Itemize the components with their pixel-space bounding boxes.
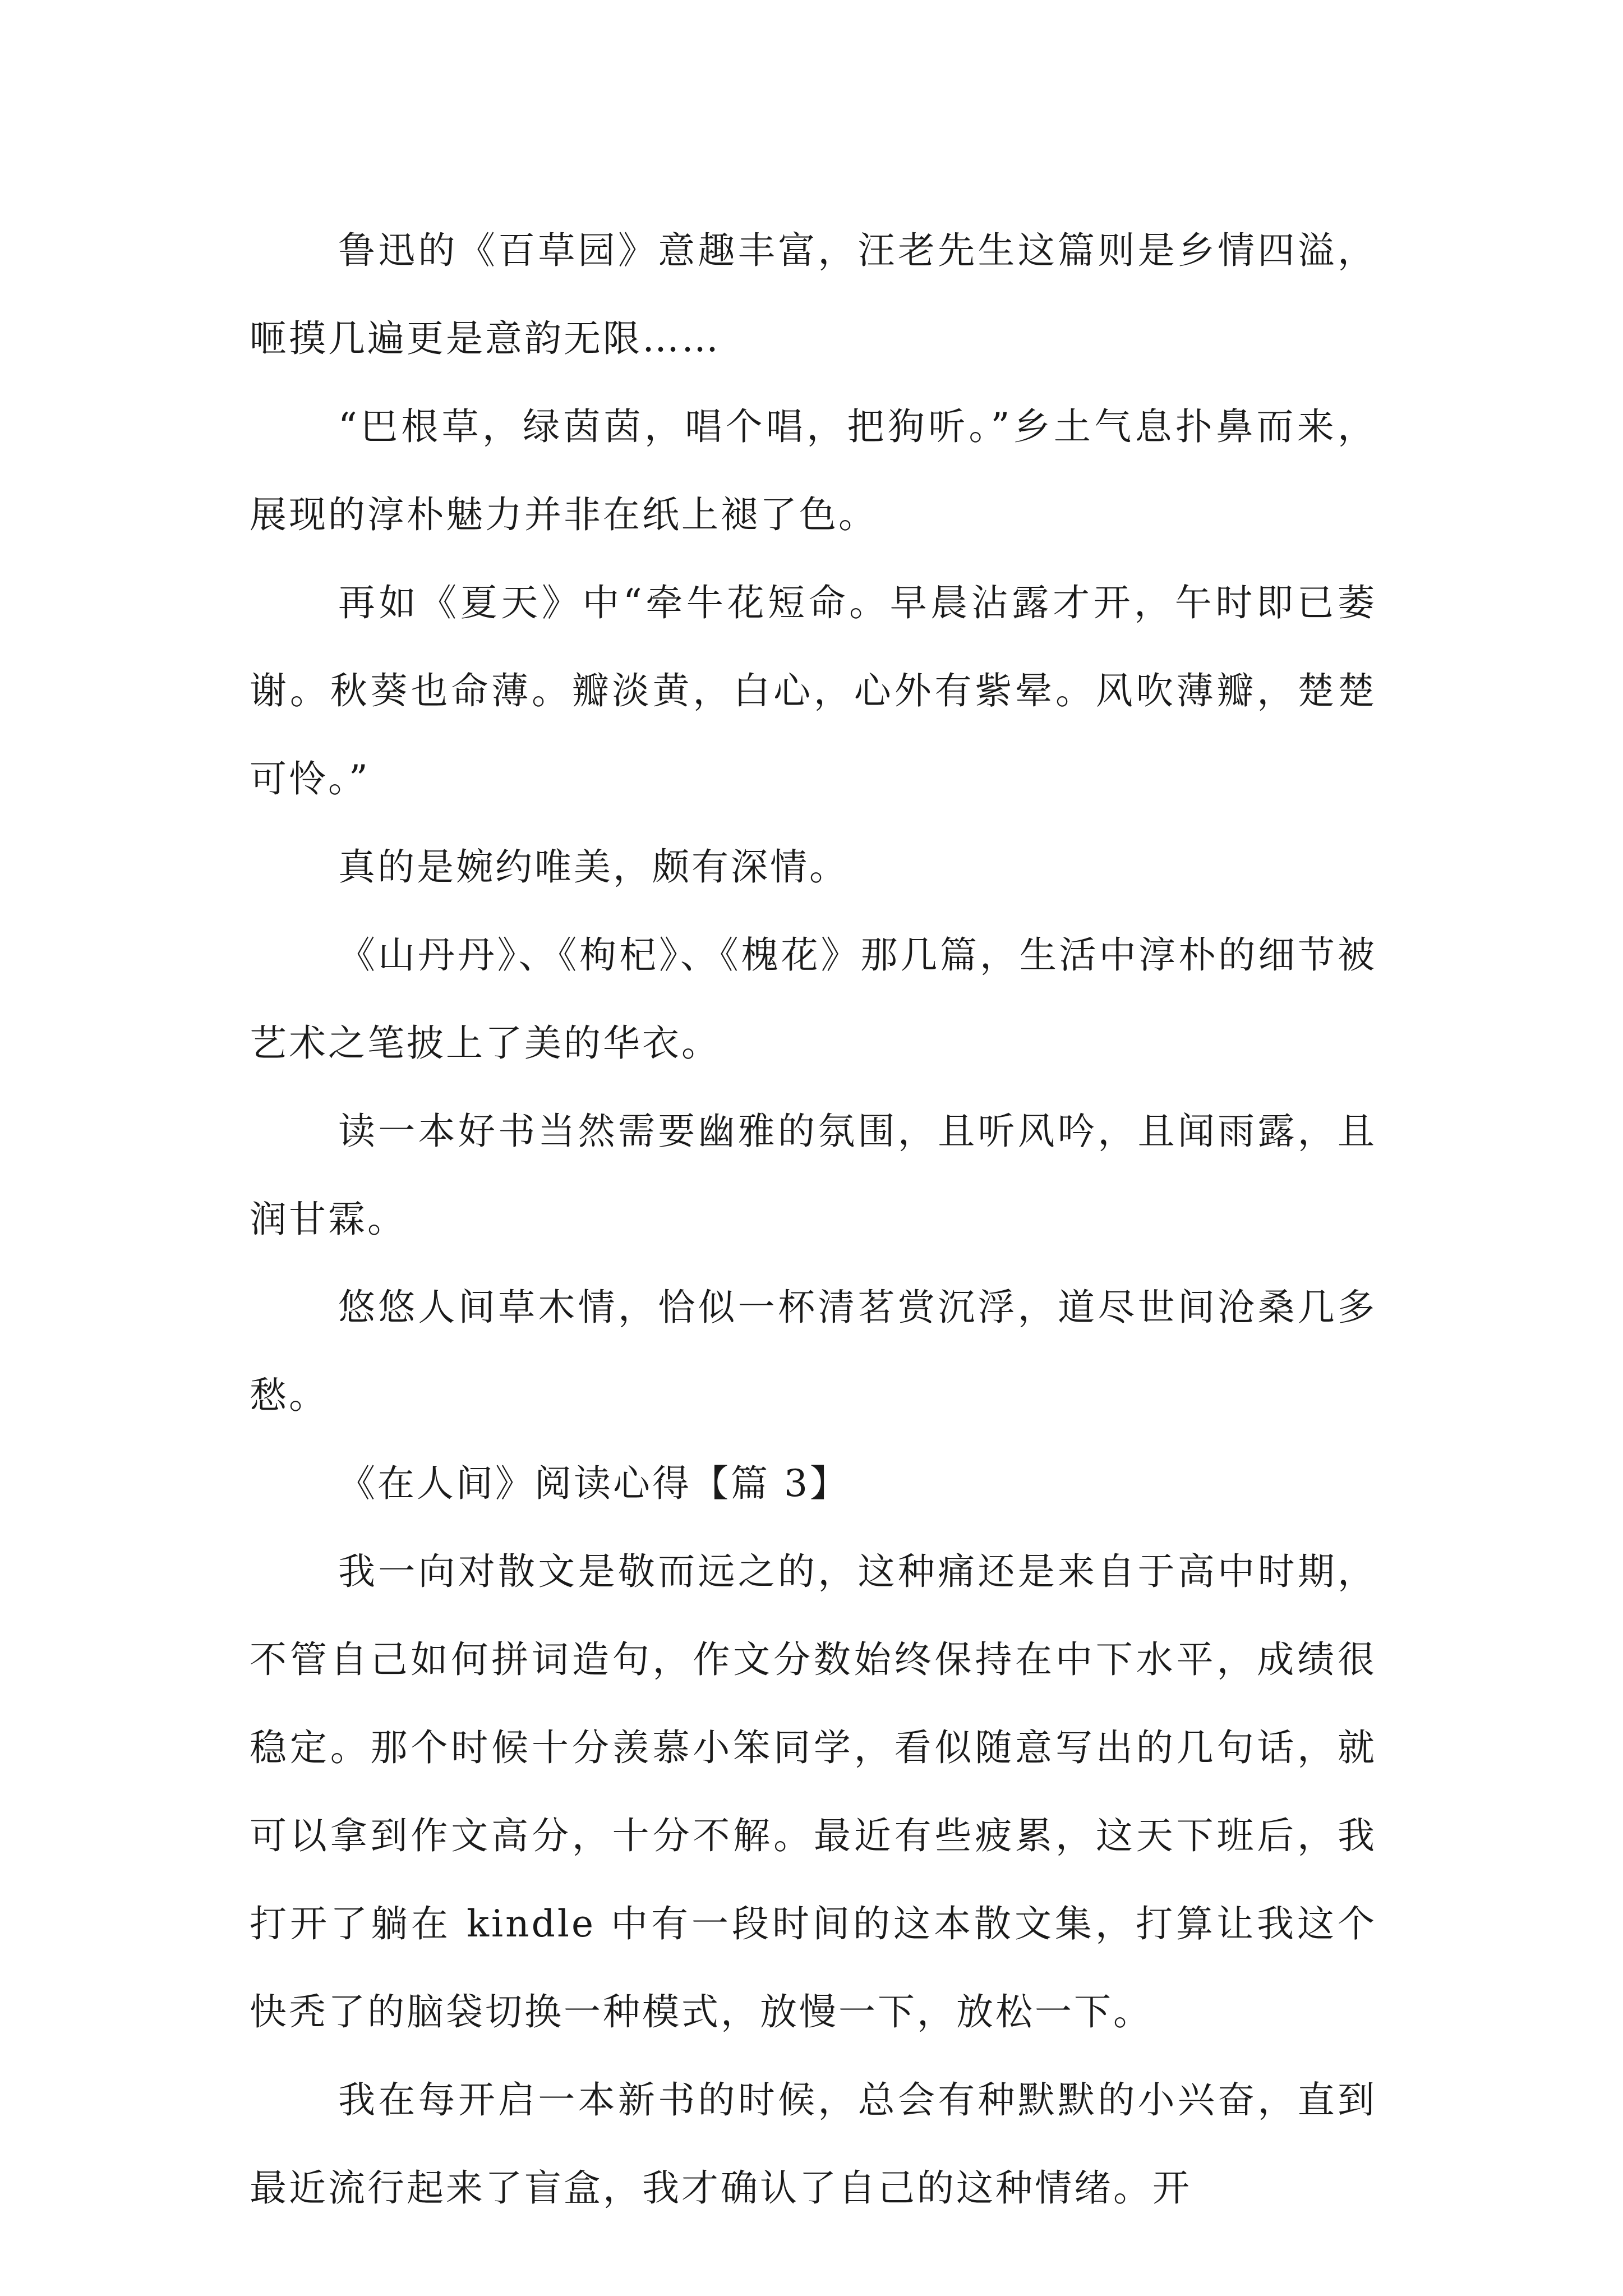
paragraph-8: 我一向对散文是敬而远之的，这种痛还是来自于高中时期，不管自己如何拼词造句，作文分数始终保持在中下水平，成绩很稳定。那个时候十分羡慕小笨同学，看似随意写出的几句话，就可以拿到作文高分，十分不解。最近有些疲累，这天下班后，我打开了躺在 kindle 中有一段时间的这本散文集，打算让我这个快秃了的脑袋切换一种模式，放慢一下，放松一下。 <box>250 1550 1377 2033</box>
paragraph-1: 鲁迅的《百草园》意趣丰富，汪老先生这篇则是乡情四溢，咂摸几遍更是意韵无限…… <box>250 229 1377 360</box>
document-body <box>250 206 1377 2232</box>
paragraph-2: “巴根草，绿茵茵，唱个唱，把狗听。”乡土气息扑鼻而来，展现的淳朴魅力并非在纸上褪了色。 <box>250 405 1377 536</box>
paragraph-4: 真的是婉约唯美，颇有深情。 <box>338 845 849 889</box>
paragraph-7: 悠悠人间草木情，恰似一杯清茗赏沉浮，道尽世间沧桑几多愁。 <box>250 1286 1377 1417</box>
paragraph-6: 读一本好书当然需要幽雅的氛围，且听风吟，且闻雨露，且润甘霖。 <box>250 1110 1377 1241</box>
section-heading: 《在人间》阅读心得【篇 3】 <box>338 1462 849 1505</box>
paragraph-3: 再如《夏天》中“牵牛花短命。早晨沾露才开，午时即已萎谢。秋葵也命薄。瓣淡黄，白心，心外有紫晕。风吹薄瓣，楚楚可怜。” <box>250 581 1377 800</box>
paragraph-5: 《山丹丹》、《枸杞》、《槐花》那几篇，生活中淳朴的细节被艺术之笔披上了美的华衣。 <box>250 933 1377 1065</box>
paragraph-9: 我在每开启一本新书的时候，总会有种默默的小兴奋，直到最近流行起来了盲盒，我才确认了自己的这种情绪。开 <box>250 2078 1377 2210</box>
